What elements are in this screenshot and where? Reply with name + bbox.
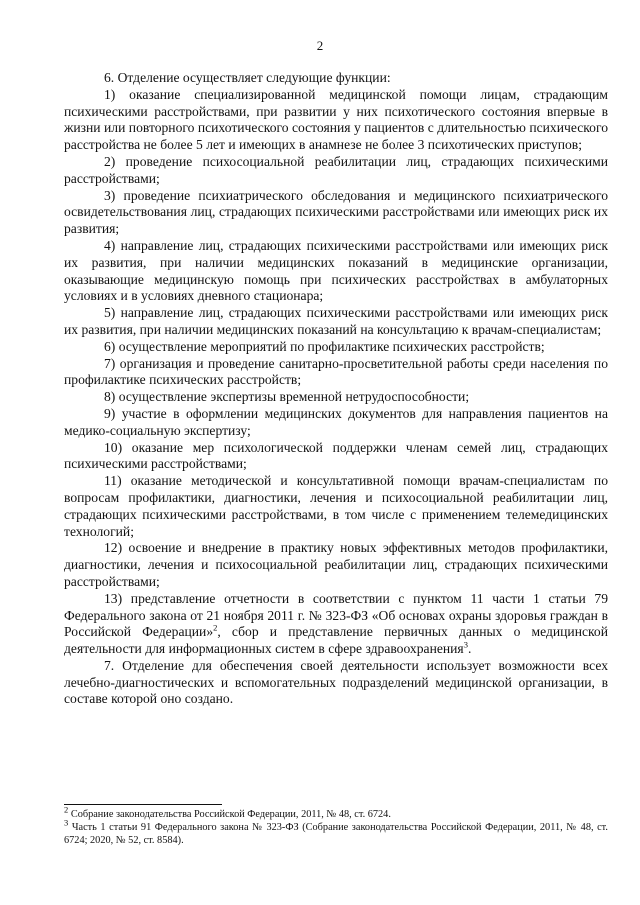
function-item-6: 6) осуществление мероприятий по профилактике психических расстройств; — [104, 338, 545, 354]
footnotes — [64, 804, 608, 848]
footnote-3 — [64, 817, 608, 847]
footnote-3-text: Часть 1 статьи 91 Федерального закона № 323-ФЗ (Собрание законодательства Российской Федерации, 2011, № 48, ст. 6724; 2020, № 52, ст. 8584). — [64, 822, 608, 847]
document-body — [64, 70, 608, 708]
function-item-10: 10) оказание мер психологической поддержки членам семей лиц, страдающих психическими расстройствами; — [64, 439, 608, 472]
function-item-13-text-cont: , сбор и представление первичных данных о медицинской деятельности для информационных систем в сфере здравоохранения — [64, 624, 608, 657]
footnote-ref-2[interactable]: 2 — [213, 622, 218, 633]
function-item-13 — [64, 591, 608, 658]
function-item-1: 1) оказание специализированной медицинской помощи лицам, страдающим психическими расстройствами, при развитии у них психотического состояния впервые в жизни или повторного психотического состояния у пациентов с длительностью психического расстройства не более 5 лет и имеющих в анамнезе не более 3 психотических приступов; — [64, 86, 608, 153]
footnote-mark-3: 3 — [64, 817, 69, 828]
footnote-ref-3[interactable]: 3 — [463, 639, 468, 650]
section-heading: 6. Отделение осуществляет следующие функции: — [104, 70, 391, 85]
function-item-2: 2) проведение психосоциальной реабилитации лиц, страдающих психическими расстройствами; — [64, 153, 608, 186]
paragraph-7: 7. Отделение для обеспечения своей деятельности использует возможности всех лечебно-диагностических и вспомогательных подразделений медицинской организации, в составе которой оно создано. — [64, 657, 608, 707]
footnote-2-text: Собрание законодательства Российской Федерации, 2011, № 48, ст. 6724. — [68, 809, 391, 820]
page-number: 2 — [316, 38, 324, 53]
function-item-7: 7) организация и проведение санитарно-просветительной работы среди населения по профилактике психических расстройств; — [64, 355, 608, 388]
function-item-13-text: 13) представление отчетности в соответствии с пунктом 11 части 1 статьи 79 Федерального закона от 21 ноября 2011 г. № 323-ФЗ «Об основах охраны здоровья граждан в Российской Федерации» — [64, 590, 608, 640]
footnote-divider — [64, 804, 222, 805]
function-item-4: 4) направление лиц, страдающих психическими расстройствами или имеющих риск их развития, при наличии медицинских показаний в медицинские организации, оказывающие медицинскую помощь при психических расстройствах в амбулаторных условиях и в условиях дневного стационара; — [64, 237, 608, 304]
function-item-13-end: . — [467, 641, 472, 657]
function-item-11: 11) оказание методической и консультативной помощи врачам-специалистам по вопросам профилактики, диагностики, лечения и психосоциальной реабилитации лиц, страдающих психическими расстройствами, в том числе с применением телемедицинских технологий; — [64, 473, 608, 539]
function-item-3: 3) проведение психиатрического обследования и медицинского психиатрического освидетельствования лиц, страдающих психическими расстройствами или имеющих риск их развития; — [64, 187, 608, 237]
footnote-2 — [64, 804, 608, 821]
function-item-9: 9) участие в оформлении медицинских документов для направления пациентов на медико-социальную экспертизу; — [64, 405, 608, 438]
function-item-8: 8) осуществление экспертизы временной нетрудоспособности; — [104, 389, 470, 405]
footnote-mark-2: 2 — [64, 804, 69, 815]
function-item-5: 5) направление лиц, страдающих психическими расстройствами или имеющих риск их развития, при наличии медицинских показаний на консультацию к врачам-специалистам; — [64, 305, 608, 337]
function-item-12: 12) освоение и внедрение в практику новых эффективных методов профилактики, диагностики, лечения и психосоциальной реабилитации лиц, страдающих психическими расстройствами; — [64, 540, 608, 589]
